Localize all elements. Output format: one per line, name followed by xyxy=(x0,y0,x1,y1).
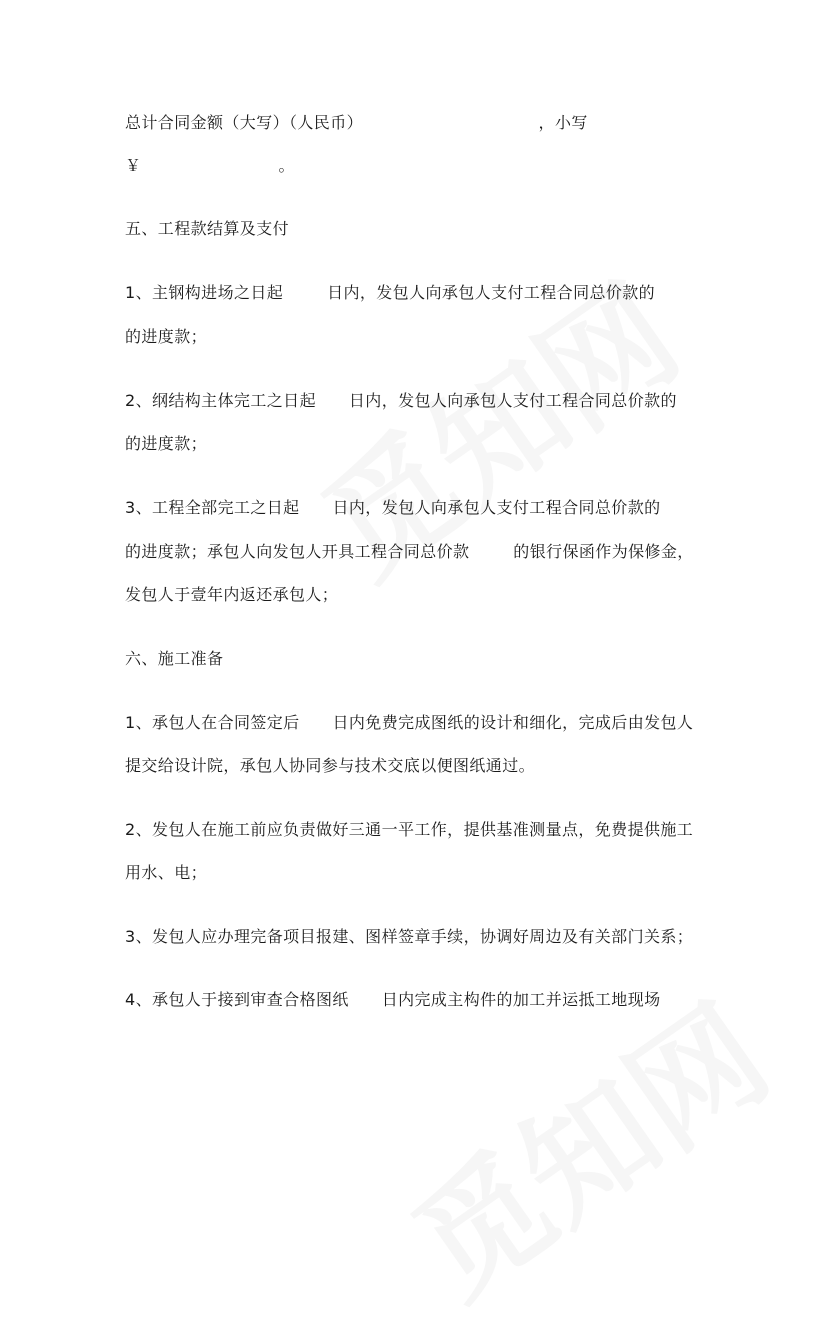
contract-amount-figure-line: ￥ 。 xyxy=(125,156,295,175)
clause-text: 4、承包人于接到审查合格图纸 日内完成主构件的加工并运抵工地现场 xyxy=(125,990,661,1009)
clause-text: 2、纲结构主体完工之日起 日内，发包人向承包人支付工程合同总价款的 xyxy=(125,391,677,410)
clause-text: 发包人于壹年内返还承包人； xyxy=(125,585,339,604)
section-heading-payment: 五、工程款结算及支付 xyxy=(125,219,290,238)
clause-text: 1、主钢构进场之日起 日内，发包人向承包人支付工程合同总价款的 xyxy=(125,283,656,302)
clause-text: 2、发包人在施工前应负责做好三通一平工作，提供基准测量点，免费提供施工 xyxy=(125,820,694,839)
section-heading-preparation: 六、施工准备 xyxy=(125,649,224,668)
watermark xyxy=(372,955,799,1332)
clause-text: 3、发包人应办理完备项目报建、图样签章手续，协调好周边及有关部门关系； xyxy=(125,927,694,946)
clause-text: 用水、电； xyxy=(125,863,208,882)
clause-text: 的进度款；承包人向发包人开具工程合同总价款 的银行保函作为保修金， xyxy=(125,542,694,561)
clause-text: 的进度款； xyxy=(125,434,208,453)
clause-text: 1、承包人在合同签定后 日内免费完成图纸的设计和细化，完成后由发包人 xyxy=(125,713,694,732)
clause-text: 的进度款； xyxy=(125,327,208,346)
clause-text: 3、工程全部完工之日起 日内，发包人向承包人支付工程合同总价款的 xyxy=(125,498,661,517)
clause-text: 提交给设计院，承包人协同参与技术交底以便图纸通过。 xyxy=(125,756,536,775)
contract-amount-line: 总计合同金额（大写）（人民币） ，小写 xyxy=(125,113,588,132)
